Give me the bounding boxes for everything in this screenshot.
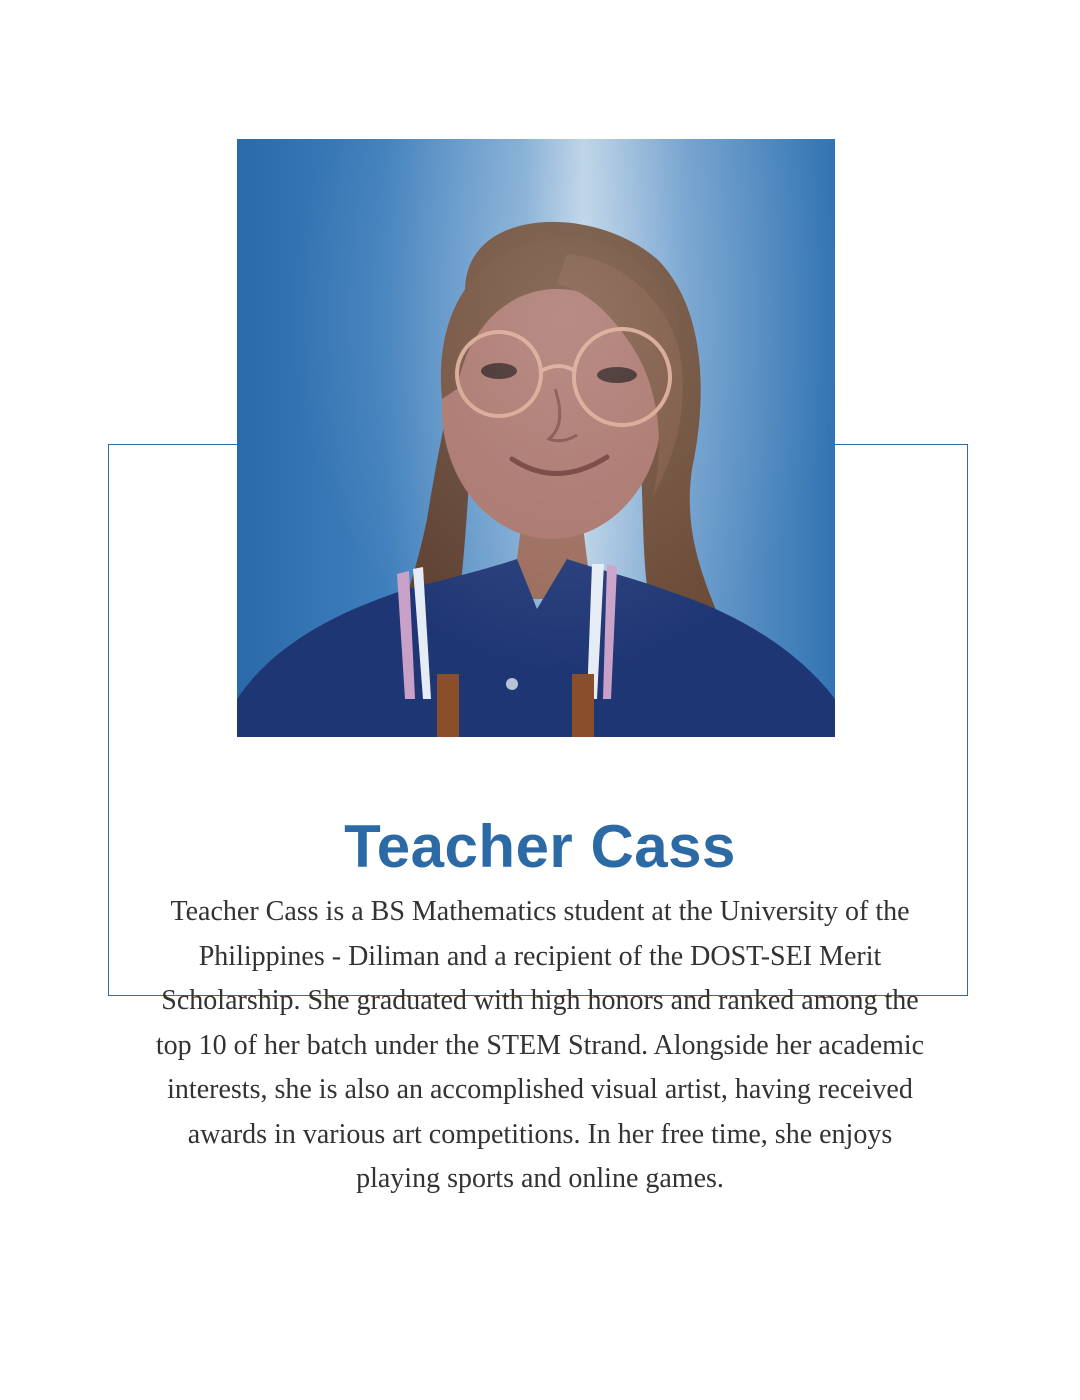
portrait-illustration: [237, 139, 835, 737]
teacher-name-heading: Teacher Cass: [344, 813, 736, 881]
profile-photo: [237, 139, 835, 737]
teacher-bio: Teacher Cass is a BS Mathematics student at the University of the Philippines - Diliman and a recipient of the DOST-SEI Merit Scholarship. She graduated with high honors and ranked among the top 10 of her batch under the STEM Strand. Alongside her academic interests, she is also an accomplished visual artist, having received awards in various art competitions. In her free time, she enjoys playing sports and online games.: [155, 896, 925, 1194]
